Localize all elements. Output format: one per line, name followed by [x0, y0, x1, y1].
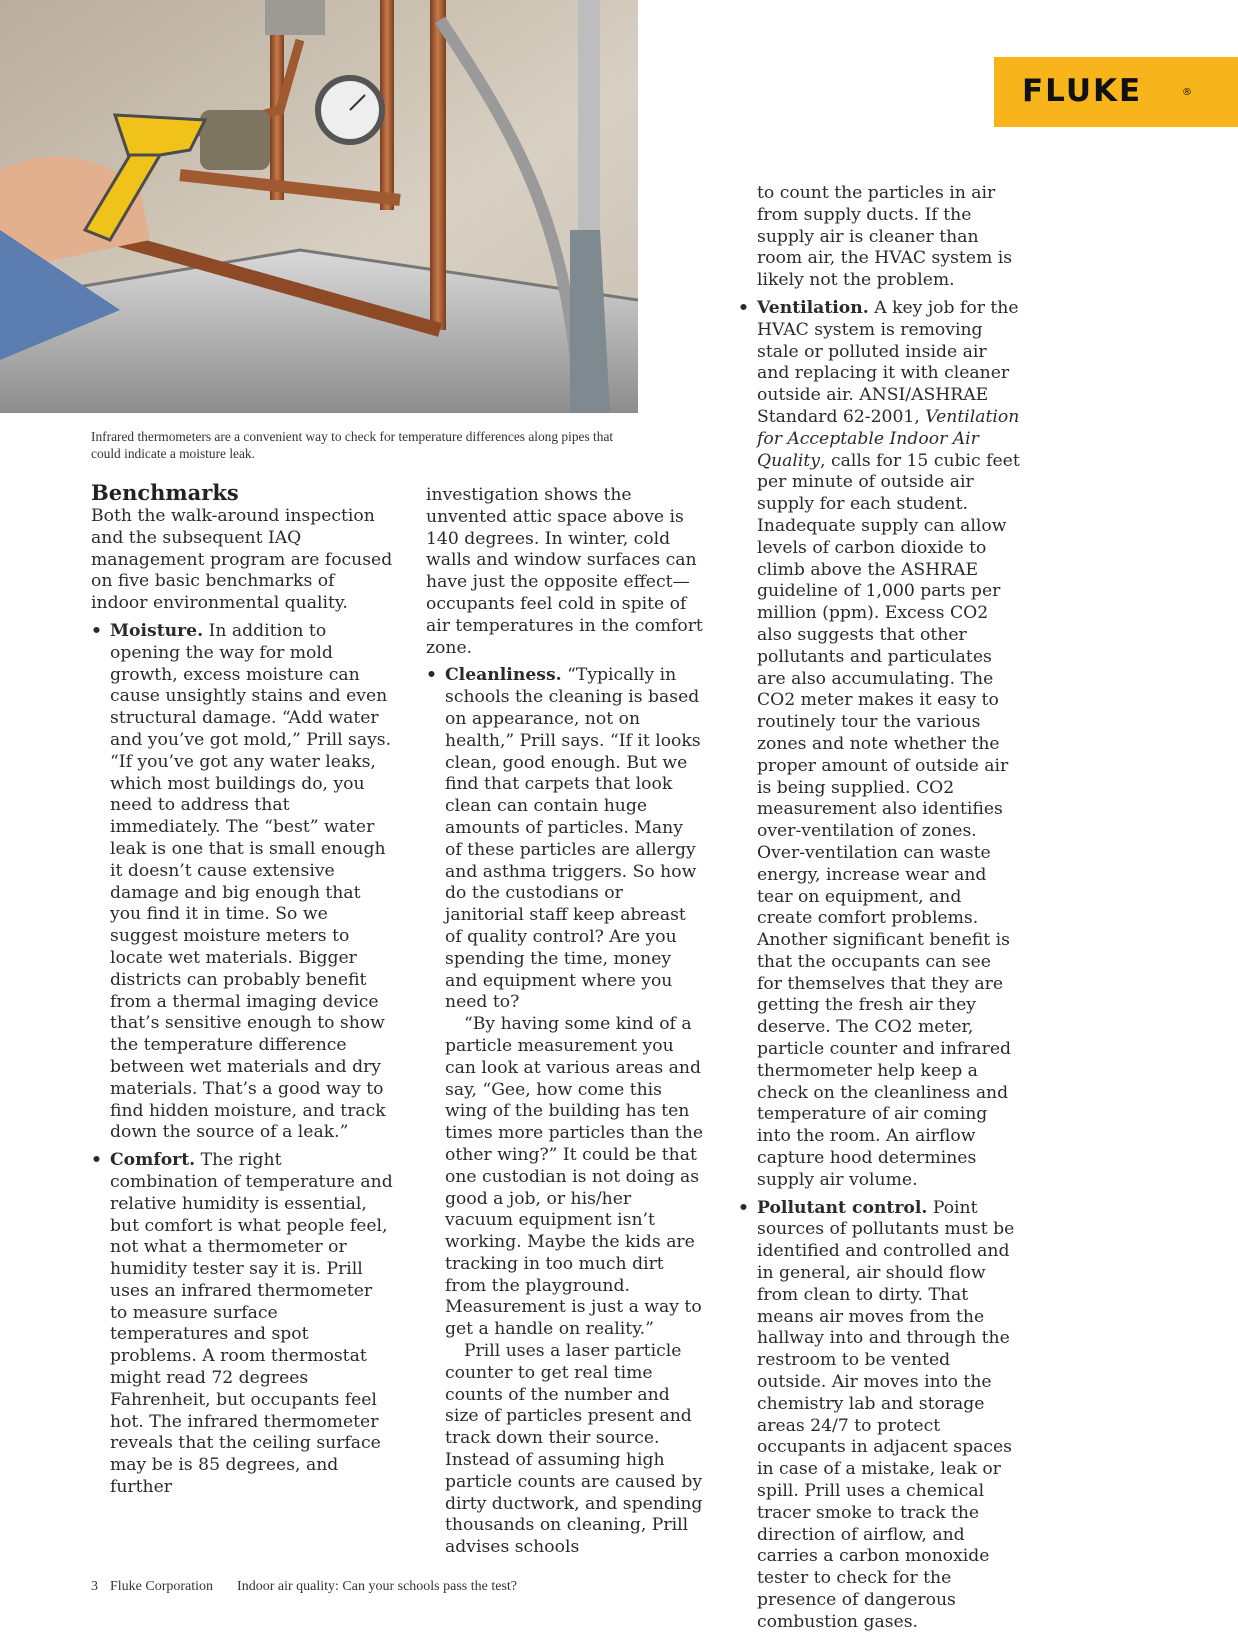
fluke-logo	[994, 57, 1238, 127]
bullet-glyph: •	[738, 297, 749, 318]
ventilation-lead: Ventilation.	[757, 297, 869, 318]
ventilation-text-b: , calls for 15 cubic feet per minute of outside air supply for each student. Inadequate supply can allow levels of carbon dioxide to climb above the ASHRAE guideline of 1,000 parts per million (ppm). Excess CO2 also suggests that other pollutants and particulates are also accumulating. The CO2 meter makes it easy to routinely tour the various zones and note whether the proper amount of outside air is being supplied. CO2 measurement also identifies over-ventilation of zones. Over-ventilation can waste energy, increase wear and tear on equipment, and create comfort problems. Another significant benefit is that the occupants can see for themselves that they are getting the fresh air they deserve. The CO2 meter, particle counter and infrared thermometer help keep a check on the cleanliness and temperature of air coming into the room. An airflow capture hood determines supply air volume.	[757, 450, 1020, 1190]
pollutant-text: Point sources of pollutants must be identified and controlled and in general, air should flow from clean to dirty. That means air moves from the hallway into and through the restroom to be vented outside. Air moves into the chemistry lab and storage areas 24/7 to protect occupants in adjacent spaces in case of a mistake, leak or spill. Prill uses a chemical tracer smoke to track the direction of airflow, and carries a carbon monoxide tester to check for the presence of dangerous combustion gases.	[757, 1197, 1015, 1632]
moisture-text: In addition to opening the way for mold growth, excess moisture can cause unsightly stains and even structural damage. “Add water and you’ve got mold,” Prill says. “If you’ve got any water leaks, which most buildings do, you need to address that immediately. The “best” water leak is one that is small enough it doesn’t cause extensive damage and big enough that you find it in time. So we suggest moisture meters to locate wet materials. Bigger districts can probably benefit from a thermal imaging device that’s sensitive enough to show the temperature difference between wet materials and dry materials. That’s a good way to find hidden moisture, and track down the source of a leak.”	[110, 620, 392, 1143]
photo-icon	[0, 0, 638, 413]
page-number: 3	[91, 1579, 98, 1594]
footer-company: Fluke Corporation	[110, 1579, 214, 1594]
cleanliness-lead: Cleanliness.	[445, 665, 562, 686]
comfort-lead: Comfort.	[110, 1150, 196, 1171]
bullet-glyph: •	[91, 1150, 102, 1171]
cleanliness-para-2: “By having some kind of a particle measurement you can look at various areas and say, “Gee, how come this wing of the building has ten times more particles than the other wing?” It could be that one custodian is not doing as good a job, or his/her vacuum equipment isn’t working. Maybe the kids are tracking in too much dirt from the playground. Measurement is just a way to get a handle on reality.”	[445, 1014, 704, 1340]
page-footer	[91, 1579, 517, 1595]
comfort-text-a: The right combination of temperature and relative humidity is essential, but comfort is what people feel, not what a thermometer or humidity tester say it is. Prill uses an infrared thermometer to measure surface temperatures and spot problems. A room thermostat might read 72 degrees Fahrenheit, but occupants feel hot. The infrared thermometer reveals that the ceiling surface may be is 85 degrees, and further	[110, 1150, 393, 1498]
logo-text: FLUKE	[1022, 73, 1143, 109]
photo-caption: Infrared thermometers are a convenient way to check for temperature differences along pipes that could indicate a moisture leak.	[91, 429, 614, 461]
column-2	[426, 485, 704, 1559]
bullet-comfort	[91, 1150, 393, 1499]
cleanliness-para-3-cont: to count the particles in air from supply ducts. If the supply air is cleaner than room air, the HVAC system is likely not the problem.	[757, 183, 1013, 291]
cleanliness-text: “Typically in schools the cleaning is based on appearance, not on health,” Prill says. “If it looks clean, good enough. But we find that carpets that look clean can contain huge amounts of particles. Many of these particles are allergy and asthma triggers. So how do the custodians or janitorial staff keep abreast of quality control? Are you spending the time, money and equipment where you need to?	[445, 665, 701, 1013]
bullet-moisture	[91, 621, 393, 1144]
column-1	[91, 480, 393, 1499]
ventilation-standard-title: Ventilation for Acceptable Indoor Air Quality	[757, 406, 1020, 471]
footer-title: Indoor air quality: Can your schools pass the test?	[237, 1579, 517, 1594]
comfort-text-b: investigation shows the unvented attic space above is 140 degrees. In winter, cold walls and window surfaces can have just the opposite effect—occupants feel cold in spite of air temperatures in the comfort zone.	[426, 485, 703, 658]
pipe-photo	[0, 0, 638, 413]
cleanliness-para-3: Prill uses a laser particle counter to get real time counts of the number and size of particles present and track down their source. Instead of assuming high particle counts are caused by dirty ductwork, and spending thousands on cleaning, Prill advises schools	[445, 1341, 703, 1558]
bullet-pollutant-control	[738, 1198, 1020, 1634]
ventilation-text-a: A key job for the HVAC system is removing stale or polluted inside air and replacing it with cleaner outside air. ANSI/ASHRAE Standard 62-2001,	[757, 297, 1019, 427]
moisture-lead: Moisture.	[110, 620, 204, 641]
registered-mark: ®	[1182, 87, 1192, 98]
bullet-ventilation	[738, 298, 1020, 1192]
bullet-cleanliness	[426, 665, 704, 1014]
bullet-glyph: •	[91, 620, 102, 641]
section-heading: Benchmarks	[91, 480, 239, 505]
bullet-glyph: •	[738, 1197, 749, 1218]
pollutant-lead: Pollutant control.	[757, 1197, 928, 1218]
intro-paragraph: Both the walk-around inspection and the subsequent IAQ management program are focused on five basic benchmarks of indoor environmental quality.	[91, 506, 393, 614]
column-3	[738, 183, 1020, 1634]
bullet-glyph: •	[426, 665, 437, 686]
